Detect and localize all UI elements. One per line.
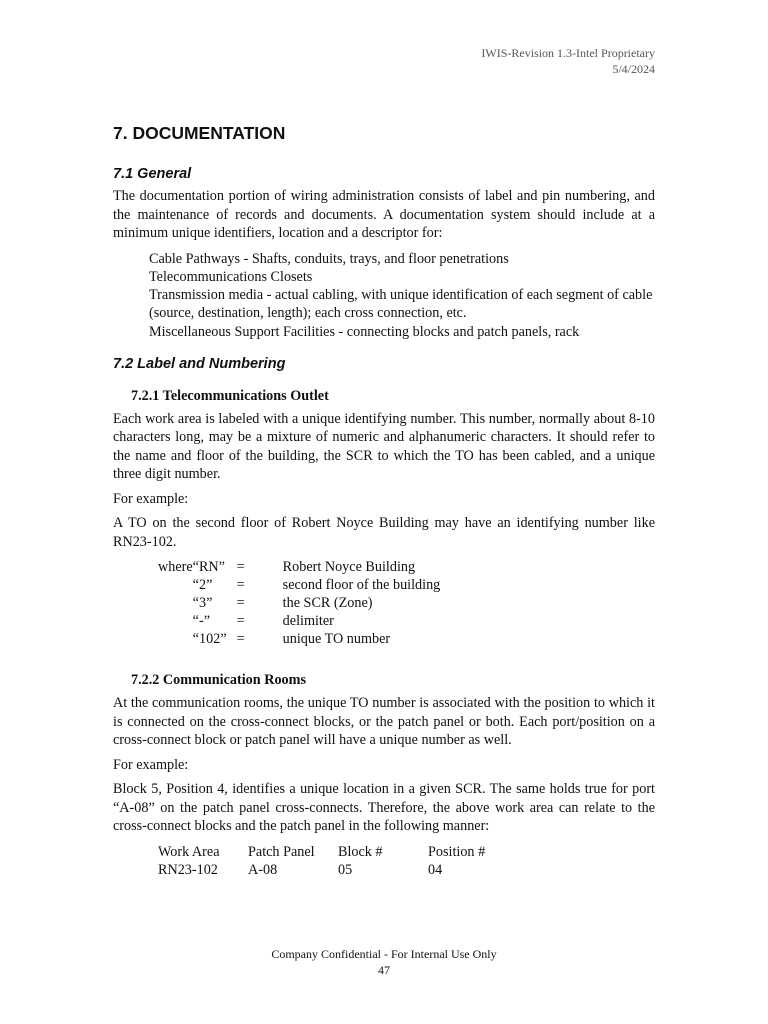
table-row [158, 594, 440, 612]
equals-cell: = [236, 613, 245, 630]
table-row [158, 861, 518, 879]
table-cell: RN23-102 [158, 861, 218, 878]
rooms-para-3: Block 5, Position 4, identifies a unique location in a given SCR. The same holds true for port “A-08” on the patch panel cross-connects. Therefore, the above work area can relate to the cross-connect blocks and the patch panel in the following manner: [113, 781, 655, 835]
header-doc-id: IWIS-Revision 1.3-Intel Proprietary [481, 46, 655, 60]
document-body [113, 122, 655, 879]
where-label: where [158, 559, 193, 576]
code-cell: “3” [192, 595, 213, 612]
page-footer [0, 946, 768, 978]
header-date: 5/4/2024 [612, 62, 655, 76]
descriptor-list [149, 250, 655, 341]
list-item: Transmission media - actual cabling, with unique identification of each segment of cable (source, destination, length); each cross connection, etc. [149, 287, 653, 322]
outlet-para-1: Each work area is labeled with a unique identifying number. This number, normally about 8-10 characters long, may be a mixture of numeric and alphanumeric characters. It should refer to the name and floor of the building, the SCR to which the TO has been cabled, and a unique three digit number. [113, 410, 655, 483]
equals-cell: = [236, 559, 245, 576]
subsection-title-outlet: 7.2.1 Telecommunications Outlet [131, 387, 329, 404]
outlet-para-3: A TO on the second floor of Robert Noyce Building may have an identifying number like RN23-102. [113, 515, 655, 550]
description-cell: unique TO number [282, 631, 391, 648]
page-number: 47 [378, 963, 390, 977]
column-header: Position # [428, 843, 486, 860]
general-intro: The documentation portion of wiring administration consists of label and pin numbering, and the maintenance of records and documents. A documentation system should include at a minimum unique identifiers, location and a descriptor for: [113, 188, 655, 241]
rooms-example-label: For example: [113, 756, 189, 773]
rooms-para-1: At the communication rooms, the unique TO number is associated with the position to which it is connected on the cross-connect blocks, or the patch panel or both. Each port/position on a cross-connect block or patch panel will have a unique number as well. [113, 695, 655, 749]
section-title: 7. DOCUMENTATION [113, 123, 286, 143]
table-cell: A-08 [248, 861, 278, 878]
confidentiality-notice: Company Confidential - For Internal Use Only [271, 947, 497, 961]
column-header: Patch Panel [248, 843, 315, 860]
subsection-title-labeling: 7.2 Label and Numbering [113, 355, 286, 372]
table-row [158, 612, 440, 630]
table-cell: 04 [428, 861, 443, 878]
table-cell: 05 [338, 861, 353, 878]
table-row [158, 630, 440, 648]
subsection-title-general: 7.1 General [113, 166, 192, 182]
code-cell: “RN” [192, 559, 225, 576]
equals-cell: = [236, 631, 245, 648]
equals-cell: = [236, 595, 245, 612]
subsection-title-rooms: 7.2.2 Communication Rooms [131, 672, 306, 689]
code-cell: “102” [192, 631, 227, 648]
identifier-legend [158, 558, 440, 648]
description-cell: the SCR (Zone) [282, 595, 373, 612]
column-header: Block # [338, 843, 383, 860]
description-cell: Robert Noyce Building [282, 559, 416, 576]
code-cell: “-” [192, 613, 210, 630]
description-cell: delimiter [282, 613, 334, 630]
cross-connect-table [158, 843, 518, 879]
outlet-example-label: For example: [113, 490, 189, 507]
table-row [158, 576, 440, 594]
description-cell: second floor of the building [282, 577, 441, 594]
table-header-row [158, 843, 518, 861]
code-cell: “2” [192, 577, 213, 594]
list-item: Cable Pathways - Shafts, conduits, trays, and floor penetrations [149, 250, 509, 267]
column-header: Work Area [158, 843, 220, 860]
list-item: Telecommunications Closets [149, 268, 313, 285]
table-row [158, 558, 440, 576]
equals-cell: = [236, 577, 245, 594]
list-item: Miscellaneous Support Facilities - connecting blocks and patch panels, rack [149, 323, 580, 340]
page-header [481, 45, 655, 77]
